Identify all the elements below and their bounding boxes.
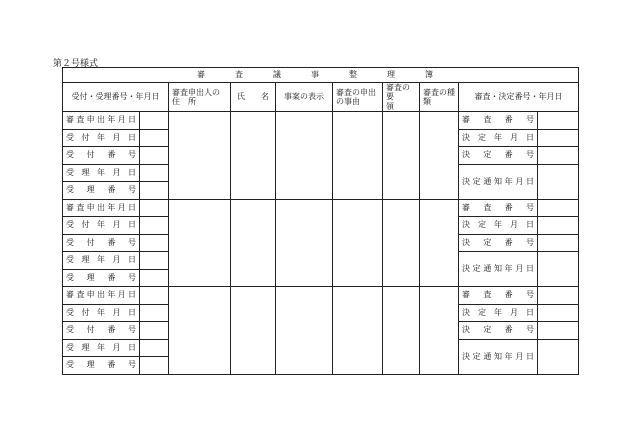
decision-field-label: 決定番号 [459, 147, 538, 165]
decision-field-value[interactable] [538, 339, 579, 374]
receipt-field-value[interactable] [140, 217, 169, 235]
header-decision: 審査・決定番号・年月日 [459, 83, 579, 112]
receipt-field-label: 受付年月日 [63, 217, 140, 235]
decision-field-label: 決定年月日 [459, 217, 538, 235]
applicant-address-cell[interactable] [169, 199, 231, 287]
ledger-table [62, 67, 579, 375]
decision-field-value[interactable] [538, 234, 579, 252]
decision-field-label: 決定通知年月日 [459, 339, 538, 374]
receipt-field-label: 受付番号 [63, 234, 140, 252]
decision-field-value[interactable] [538, 199, 579, 217]
header-case: 事案の表示 [276, 83, 333, 112]
decision-field-value[interactable] [538, 322, 579, 340]
decision-field-value[interactable] [538, 287, 579, 305]
header-receipt: 受付・受理番号・年月日 [63, 83, 169, 112]
reason-cell[interactable] [333, 199, 383, 287]
receipt-field-label: 受付年月日 [63, 304, 140, 322]
receipt-field-value[interactable] [140, 252, 169, 270]
decision-field-label: 決定番号 [459, 234, 538, 252]
ledger-title: 審 査 議 事 整 理 簿 [63, 68, 579, 83]
receipt-field-value[interactable] [140, 234, 169, 252]
decision-field-label: 決定年月日 [459, 129, 538, 147]
receipt-field-label: 受理番号 [63, 269, 140, 287]
applicant-address-cell[interactable] [169, 287, 231, 375]
header-row [63, 83, 579, 112]
receipt-field-value[interactable] [140, 147, 169, 165]
case-cell[interactable] [276, 199, 333, 287]
receipt-field-label: 受理番号 [63, 357, 140, 375]
decision-field-value[interactable] [538, 252, 579, 287]
title-row [63, 68, 579, 83]
name-cell[interactable] [231, 112, 276, 200]
receipt-field-label: 受付番号 [63, 322, 140, 340]
case-cell[interactable] [276, 287, 333, 375]
applicant-address-cell[interactable] [169, 112, 231, 200]
summary-cell[interactable] [383, 287, 420, 375]
receipt-field-label: 受付番号 [63, 147, 140, 165]
decision-field-value[interactable] [538, 112, 579, 130]
decision-field-label: 決定通知年月日 [459, 164, 538, 199]
decision-field-value[interactable] [538, 217, 579, 235]
decision-field-value[interactable] [538, 147, 579, 165]
receipt-field-label: 受理年月日 [63, 252, 140, 270]
summary-cell[interactable] [383, 112, 420, 200]
ledger-row [63, 112, 579, 130]
name-cell[interactable] [231, 199, 276, 287]
name-cell[interactable] [231, 287, 276, 375]
receipt-field-label: 受理年月日 [63, 339, 140, 357]
receipt-field-label: 受理年月日 [63, 164, 140, 182]
header-summary: 審査の要 領 [383, 83, 420, 112]
receipt-field-label: 審査申出年月日 [63, 199, 140, 217]
kind-cell[interactable] [420, 112, 459, 200]
receipt-field-value[interactable] [140, 357, 169, 375]
decision-field-label: 審査番号 [459, 287, 538, 305]
receipt-field-value[interactable] [140, 287, 169, 305]
receipt-field-value[interactable] [140, 339, 169, 357]
receipt-field-value[interactable] [140, 322, 169, 340]
header-reason: 審査の申出の事由 [333, 83, 383, 112]
decision-field-label: 決定年月日 [459, 304, 538, 322]
reason-cell[interactable] [333, 287, 383, 375]
receipt-field-value[interactable] [140, 304, 169, 322]
header-name: 氏 名 [231, 83, 276, 112]
receipt-field-label: 受理番号 [63, 182, 140, 200]
reason-cell[interactable] [333, 112, 383, 200]
decision-field-label: 審査番号 [459, 199, 538, 217]
receipt-field-value[interactable] [140, 129, 169, 147]
decision-field-value[interactable] [538, 304, 579, 322]
kind-cell[interactable] [420, 287, 459, 375]
receipt-field-value[interactable] [140, 199, 169, 217]
decision-field-value[interactable] [538, 164, 579, 199]
case-cell[interactable] [276, 112, 333, 200]
ledger-row [63, 287, 579, 305]
form-number-label: 第２号様式 [53, 59, 99, 69]
kind-cell[interactable] [420, 199, 459, 287]
decision-field-value[interactable] [538, 129, 579, 147]
receipt-field-value[interactable] [140, 182, 169, 200]
decision-field-label: 決定通知年月日 [459, 252, 538, 287]
receipt-field-value[interactable] [140, 164, 169, 182]
header-applicant-address: 審査申出人の 住 所 [169, 83, 231, 112]
header-kind: 審査の種 類 [420, 83, 459, 112]
receipt-field-value[interactable] [140, 112, 169, 130]
receipt-field-label: 受付年月日 [63, 129, 140, 147]
ledger-row [63, 199, 579, 217]
receipt-field-label: 審査申出年月日 [63, 112, 140, 130]
decision-field-label: 決定番号 [459, 322, 538, 340]
receipt-field-value[interactable] [140, 269, 169, 287]
receipt-field-label: 審査申出年月日 [63, 287, 140, 305]
decision-field-label: 審査番号 [459, 112, 538, 130]
summary-cell[interactable] [383, 199, 420, 287]
